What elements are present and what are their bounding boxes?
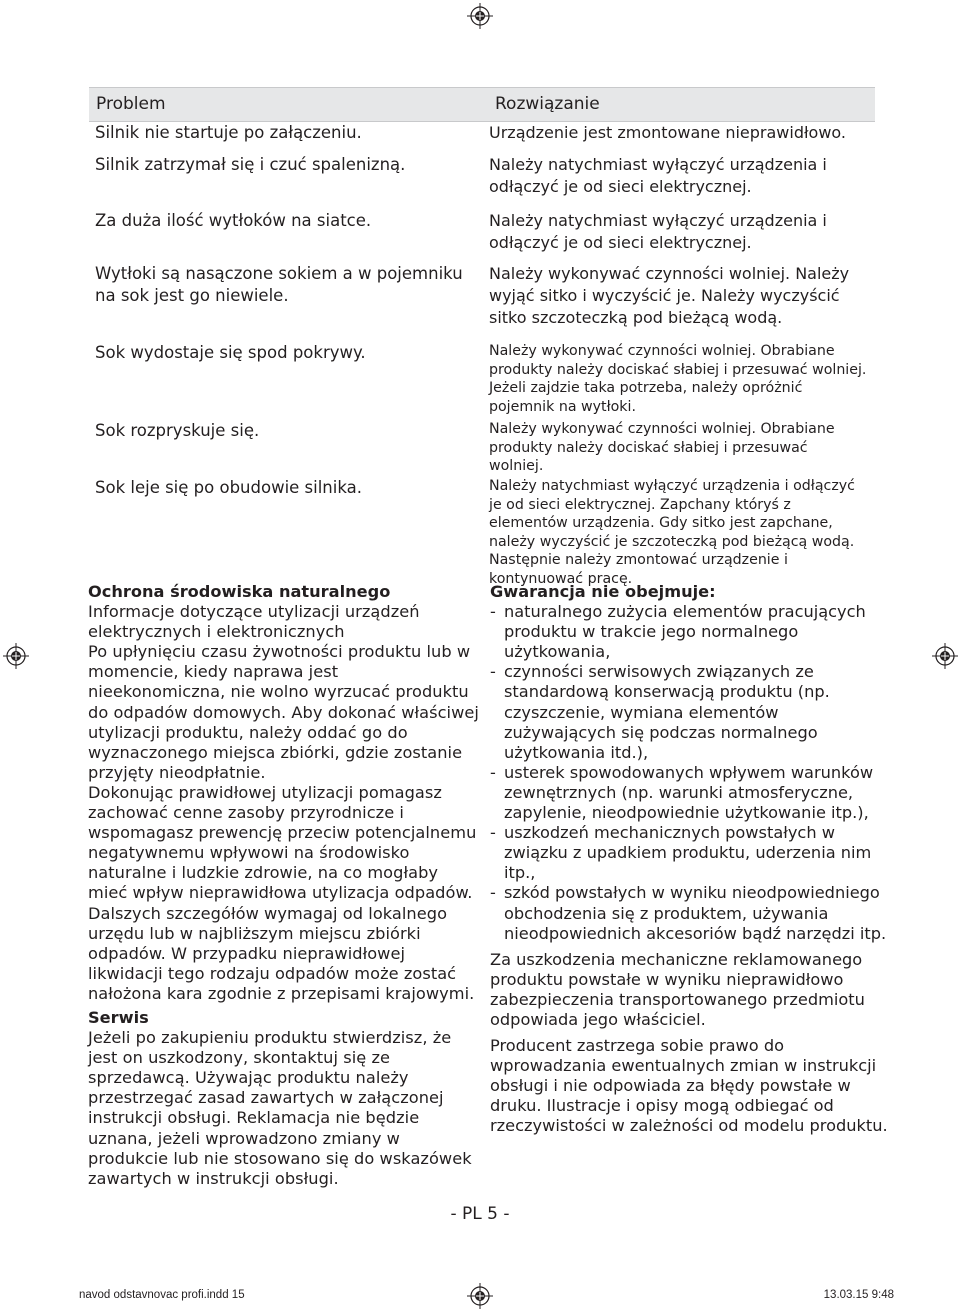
right-column	[490, 582, 890, 1137]
registration-mark-icon-top	[467, 3, 493, 29]
warranty-heading: Gwarancja nie obejmuje:	[490, 582, 716, 601]
header-problem: Problem	[96, 94, 166, 114]
file-name-slug: navod odstavnovac profi.indd 15	[79, 1289, 245, 1301]
list-item: - uszkodzeń mechanicznych powstałych w związku z upadkiem produktu, uderzenia nim itp.,	[490, 823, 872, 883]
registration-mark-icon-right	[932, 643, 958, 669]
warranty-paragraph: Za uszkodzenia mechaniczne reklamowanego produktu powstałe w wyniku nieprawidłowo zabezpieczenia transportowanego przedmiotu odpowiada jego właściciel.	[490, 949, 865, 1029]
warranty-exclusions-list	[490, 602, 890, 944]
table-row	[89, 122, 875, 144]
header-solution: Rozwiązanie	[495, 94, 600, 114]
solution-cell: Należy natychmiast wyłączyć urządzenia i odłączyć je od sieci elektrycznej. Zapchany któryś z elementów urządzenia. Gdy sitko jest zapchane, należy wyczyścić je szczoteczką pod bieżącą wodą. Następnie należy zmontować urządzenie i kontynuować pracę.	[489, 478, 855, 587]
solution-cell: Należy wykonywać czynności wolniej. Obrabiane produkty należy dociskać słabiej i przesuwać wolniej.	[489, 421, 835, 474]
table-row	[89, 420, 875, 476]
solution-cell: Należy wykonywać czynności wolniej. Obrabiane produkty należy dociskać słabiej i przesuwać wolniej. Jeżeli zajdzie taka potrzeba, należy opróżnić pojemnik na wytłoki.	[489, 343, 867, 415]
table-row	[89, 210, 875, 254]
problem-cell: Silnik zatrzymał się i czuć spalenizną.	[95, 155, 406, 174]
table-row	[89, 342, 875, 416]
problem-cell: Sok leje się po obudowie silnika.	[95, 478, 362, 497]
problem-cell: Sok rozpryskuje się.	[95, 421, 260, 440]
table-header-row	[89, 87, 875, 122]
page-number: - PL 5 -	[450, 1204, 510, 1224]
environment-paragraph: Dalszych szczegółów wymagaj od lokalnego urzędu lub w najbliższym miejscu zbiórki odpadów. W przypadku nieprawidłowej likwidacji tego rodzaju odpadów może zostać nałożona kara zgodnie z przepisami krajowymi.	[88, 903, 475, 1003]
list-item: - usterek spowodowanych wpływem warunków zewnętrznych (np. warunki atmosferyczne, zapylenie, nieodpowiednie użytkowanie itp.),	[490, 762, 874, 823]
service-heading: Serwis	[88, 1007, 149, 1027]
date-time-slug: 13.03.15 9:48	[823, 1289, 894, 1301]
table-row	[89, 263, 875, 329]
solution-cell: Należy natychmiast wyłączyć urządzenia i odłączyć je od sieci elektrycznej.	[489, 155, 827, 196]
troubleshooting-table	[89, 87, 875, 587]
left-column	[88, 582, 480, 1189]
environment-paragraph: Dokonując prawidłowej utylizacji pomagasz zachować cenne zasoby przyrodnicze i wspomagasz prewencję przeciw potencjalnemu negatywnemu wpływowi na środowisko naturalne i ludzkie zdrowie, na co mogłaby mieć wpływ nieprawidłowa utylizacja odpadów.	[88, 782, 477, 903]
warranty-paragraph: Producent zastrzega sobie prawo do wprowadzania ewentualnych zmian w instrukcji obsługi i nie odpowiada za błędy powstałe w druku. Ilustracje i opisy mogą odbiegać od rzeczywistości w zależności od modelu produktu.	[490, 1036, 888, 1136]
solution-cell: Należy wykonywać czynności wolniej. Należy wyjąć sitko i wyczyścić je. Należy wyczyścić sitko szczoteczką pod bieżącą wodą.	[489, 264, 850, 327]
problem-cell: Za duża ilość wytłoków na siatce.	[95, 211, 372, 230]
environment-paragraph: Po upłynięciu czasu żywotności produktu lub w momencie, kiedy naprawa jest nieekonomiczna, nie wolno wyrzucać produktu do odpadów domowych. Aby dokonać właściwej utylizacji produktu, należy oddać go do wyznaczonego miejsca zbiórki, gdzie zostanie przyjęty nieodpłatnie.	[88, 642, 479, 782]
problem-cell: Sok wydostaje się spod pokrywy.	[95, 343, 366, 362]
registration-mark-icon-left	[3, 643, 29, 669]
service-paragraph: Jeżeli po zakupieniu produktu stwierdzisz, że jest on uszkodzony, skontaktuj się ze sprzedawcą. Używając produktu należy przestrzegać zasad zawartych w załączonej instrukcji obsługi. Reklamacja nie będzie uznana, jeżeli wprowadzono zmiany w produkcie lub nie stosowano się do wskazówek zawartych w instrukcji obsługi.	[88, 1028, 472, 1188]
environment-heading: Ochrona środowiska naturalnego	[88, 582, 391, 601]
list-item: - naturalnego zużycia elementów pracujących produktu w trakcie jego normalnego użytkowania,	[490, 602, 866, 662]
list-item: - szkód powstałych w wyniku nieodpowiedniego obchodzenia się z produktem, używania nieodpowiednich akcesoriów bądź narzędzi itp.	[490, 883, 887, 943]
table-row	[89, 154, 875, 198]
problem-cell: Wytłoki są nasączone sokiem a w pojemniku na sok jest go niewiele.	[95, 264, 463, 305]
problem-cell: Silnik nie startuje po załączeniu.	[95, 123, 362, 142]
solution-cell: Urządzenie jest zmontowane nieprawidłowo.	[489, 123, 846, 142]
list-item: - czynności serwisowych związanych ze standardową konserwacją produktu (np. czyszczenie, wymiana elementów zużywających się podczas normalnego użytkowania itd.),	[490, 662, 830, 762]
solution-cell: Należy natychmiast wyłączyć urządzenia i odłączyć je od sieci elektrycznej.	[489, 211, 827, 252]
registration-mark-icon-bottom	[467, 1283, 493, 1309]
environment-subheading: Informacje dotyczące utylizacji urządzeń elektrycznych i elektronicznych	[88, 602, 420, 642]
table-row	[89, 477, 875, 588]
